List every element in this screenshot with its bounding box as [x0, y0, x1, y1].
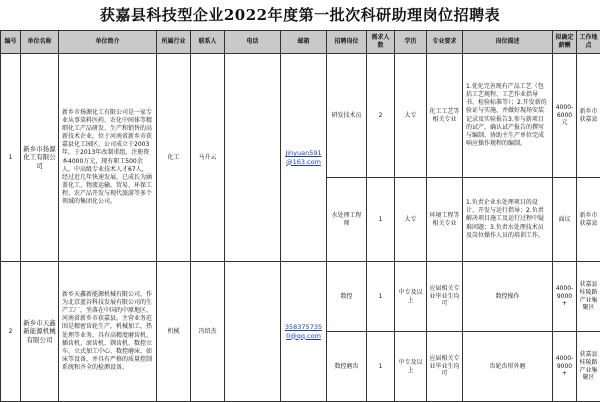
header-cell: 所属行业 [157, 31, 191, 54]
header-cell: 专业要求 [427, 31, 463, 54]
company-email-link[interactable]: Jinyuan591@163.com [281, 54, 327, 262]
job-post: 研发技术员 [327, 54, 367, 178]
job-count: 2 [367, 54, 395, 178]
job-count: 1 [367, 178, 395, 262]
page-title: 获嘉县科技型企业2022年度第一批次科研助理岗位招聘表 [0, 4, 600, 28]
job-post: 水处理工程师 [327, 178, 367, 262]
job-salary: 面议 [553, 178, 577, 262]
company-name: 新乡市天鑫新能源机械有限公司 [21, 262, 59, 402]
job-description: 数控操作 [463, 262, 553, 332]
job-major: 环境工程等相关专业 [427, 178, 463, 262]
header-cell: 岗位描述 [463, 31, 553, 54]
header-cell: 单位名称 [21, 31, 59, 54]
header-cell: 拟确定薪酬 [553, 31, 577, 54]
job-salary: 4000-9000+ [553, 332, 577, 402]
company-email-link[interactable]: 3583757350@qq.com [281, 262, 327, 402]
company-intro: 新乡天鑫新能源机械有限公司，作为北京蓝谷科技发展有限公司的生产工厂，坐落在中国的中原地区，河南省新乡市获嘉县。主营业务范围是精密齿轮生产，机械加工，热处理等业务，具有高精度磨齿机、插齿机、滚齿机、剃齿机、数控立车，立式加工中心、数控磨床、如床等设备，并具有严格的质量控制系统和齐全的检测设备。 [59, 262, 157, 402]
table-row [1, 262, 600, 332]
job-count: 1 [367, 262, 395, 332]
job-post: 数控 [327, 262, 367, 332]
company-industry: 机械 [157, 262, 191, 402]
header-cell: 学历 [395, 31, 427, 54]
job-place: 新乡市获嘉县 [577, 54, 600, 178]
company-intro: 新乡市扬源化工有限公司是一家专业从事染料医药、农化中间体等精细化工产品研发、生产和销售的高新技术企业，位于河南省新乡市获嘉县化工园区，公司成立于2003年，于2013年改制重组，注册资本4000万元，现有职工500余人，中高级专业技术人才67人，经过近几年快速发展，已成长为涵盖化工、物流运输、贸易、环保工程、农产品开发与现代旅游等多个领域的集团化公司。 [59, 54, 157, 262]
job-major: 应届相关专业毕业生均可 [427, 262, 463, 332]
job-description: 齿轮齿形外磨 [463, 332, 553, 402]
header-cell: 单位简介 [59, 31, 157, 54]
company-number: 1 [1, 54, 21, 262]
recruitment-table [0, 30, 600, 402]
company-industry: 化工 [157, 54, 191, 262]
company-contact: 马升云 [191, 54, 225, 262]
header-cell: 邮箱 [281, 31, 327, 54]
header-cell: 需求人数 [367, 31, 395, 54]
job-place: 获嘉县桂陵路产业集聚区 [577, 332, 600, 402]
job-count: 1 [367, 332, 395, 402]
company-number: 2 [1, 262, 21, 402]
job-salary: 4000-6000元 [553, 54, 577, 178]
header-cell: 工作地点 [577, 31, 600, 54]
job-education: 中专及以上 [395, 262, 427, 332]
job-place: 新乡市获嘉县 [577, 178, 600, 262]
job-education: 中专及以上 [395, 332, 427, 402]
company-name: 新乡市扬源化工有限公司 [21, 54, 59, 262]
job-major: 应届相关专业毕业生均可 [427, 332, 463, 402]
company-contact: 冯绍杰 [191, 262, 225, 402]
job-salary: 4000-9000+ [553, 262, 577, 332]
job-place: 获嘉县桂陵路产业集聚区 [577, 262, 600, 332]
header-cell: 招聘岗位 [327, 31, 367, 54]
header-cell: 编号 [1, 31, 21, 54]
header-row [1, 31, 600, 54]
job-major: 化工工艺等相关专业 [427, 54, 463, 178]
job-description: 1.优化完善现有产品工艺（包括工艺规程、工艺作业指导书、检验标准等）；2.开发新的验证与实施，并做好現场安装记录及实验报告3.参与新项目的试产，确认试产报告的撰写与编制、协助主生产单位完成响应操作规程的编制。 [463, 54, 553, 178]
header-cell: 联系人 [191, 31, 225, 54]
company-phone [225, 54, 281, 262]
company-phone [225, 262, 281, 402]
table-row [1, 54, 600, 178]
job-description: 1.负责企业水处理项目的设计、开发与运行指导；2.负责解决项目施工及运行过程中疑难问题；3.负责水处理技术员及岗位操作人员的培训工作。 [463, 178, 553, 262]
job-education: 大专 [395, 54, 427, 178]
header-cell: 电话 [225, 31, 281, 54]
job-post: 数控磨齿 [327, 332, 367, 402]
job-education: 大专 [395, 178, 427, 262]
